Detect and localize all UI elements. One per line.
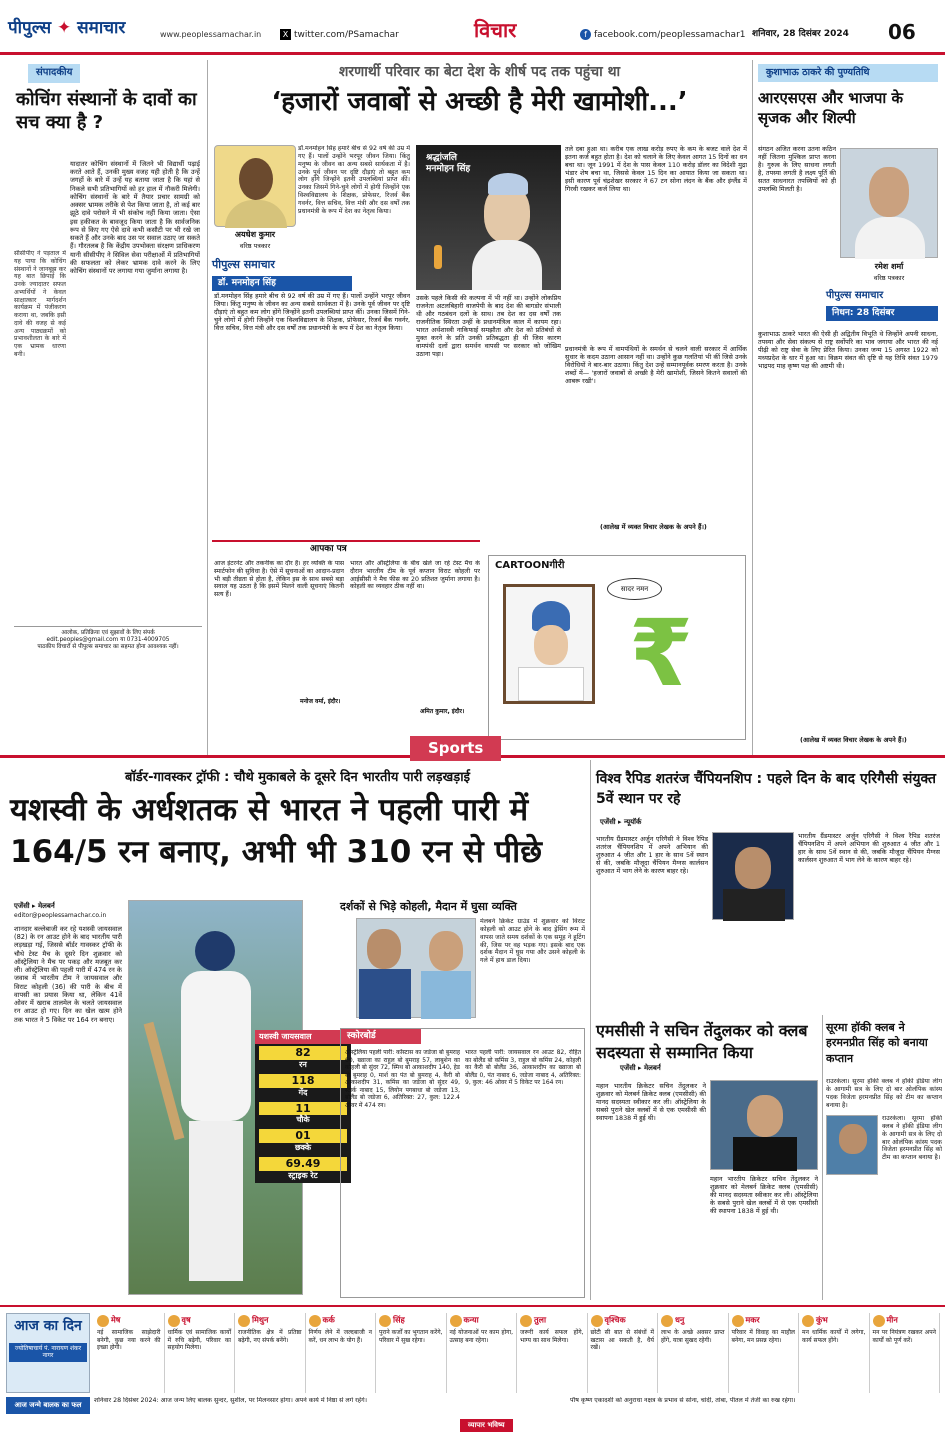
zodiac-text: नई सामाजिक साझेदारी बनेगी, कुछ नया करने की इच्छा होगी। [97, 1329, 161, 1351]
stat-label: छक्के [294, 1143, 312, 1152]
logo[interactable]: पीपुल्स ✦ समाचार [8, 18, 126, 38]
zodiac-name: वृष [181, 1315, 191, 1325]
column-divider [207, 60, 208, 755]
zodiac-name: मेष [111, 1315, 121, 1325]
horoscope-title-box [6, 1313, 90, 1393]
twitter-icon: X [280, 29, 291, 40]
zodiac-cell [870, 1313, 941, 1393]
cartoon-panel [488, 555, 746, 740]
kohli-kicker: दर्शकों से भिड़े कोहली, मैदान में घुसा व्यक्ति [340, 900, 517, 913]
zodiac-cell [588, 1313, 659, 1393]
cartoon-title: CARTOONगीरी [495, 560, 565, 571]
player-body [181, 971, 251, 1121]
cartoon-frame [503, 584, 595, 704]
cricket-bat [144, 1022, 185, 1140]
right-brand-sub: निधन: 28 दिसंबर [826, 306, 938, 321]
zodiac-cell [729, 1313, 800, 1393]
fan-shirt [421, 971, 471, 1019]
zodiac-cell [235, 1313, 306, 1393]
kohli-face [367, 929, 401, 969]
zodiac-text: जरूरी कार्य सफल होंगे, भाग्य का साथ मिलेगा। [520, 1329, 584, 1344]
right-author-body [855, 217, 925, 259]
feature-col2: उसके पहले किसी की कल्पना में भी नहीं था। उन्होंने लोकप्रिय राजनेता अटलबिहारी वाजपेयी के बाद देश की बागडोर संभाली थी और गठबंधन दलों के साथ। तब देश का दस वर्षों तक राजनीतिक स्थिरता उन्हीं के प्रधानमंत्रित्व काल में कायम रहा। भारत अर्थशास्त्री नाकिफाई समझौता और देश को प्रतिबंधों से मुक्त करने के प्रति उनकी प्रतिबद्धता ही थी जिस कारण वामपंथी दलों द्वारा समर्थन वापसी पर सरकार को जोखिम उठाना पड़ा। [416, 294, 561, 358]
zodiac-icon [591, 1315, 603, 1327]
sports-kicker: बॉर्डर-गावस्कर ट्रॉफी : चौथे मुकाबले के दूसरे दिन भारतीय पारी लड़खड़ाई [125, 770, 470, 785]
stat-value: 11 [259, 1102, 347, 1116]
zodiac-name: मकर [745, 1315, 760, 1325]
sports-body: शानदार बल्लेबाजी कर रहे यशस्वी जायसवाल (82) के रन आउट होने के बाद भारतीय पारी लड़खड़ा गई, जिससे बॉर्डर गावस्कर ट्रॉफी के चौथे टेस्ट मैच के दूसरे दिन शुक्रवार को ऑस्ट्रेलिया ने मैच पर पकड़ और मजबूत कर ली। ऑस्ट्रेलिया की पहली पारी में 474 रन के जवाब में भारतीय टीम ने जायसवाल और विराट कोहली (36) की पारी के बीच में वापसी का प्रयास किया था, लेकिन 41वें ओवर में खराब तालमेल के चलते जायसवाल रन आउट हो गए। दिन का खेल खत्म होने तक भारत ने 5 विकेट पर 164 रन बनाए। [14, 925, 122, 1024]
zodiac-name: सिंह [393, 1315, 405, 1325]
zodiac-text: मन पर नियंत्रण रखकर अपने कार्यों को पूर्ण करें। [872, 1329, 936, 1344]
horoscope-signs [94, 1313, 940, 1393]
stat-value: 82 [259, 1046, 347, 1060]
speech-bubble: सादर नमन [607, 578, 662, 600]
zodiac-text: छोटी सी बात से संबंधों में खटास आ सकती है, धैर्य रखें। [590, 1329, 654, 1351]
feature-col1: डॉ.मनमोहन सिंह हमारे बीच से 92 वर्ष की उम्र में गए हैं। पालों उन्होंने भरपूर जीवन जिया। किंतु मनुष्य के जीवन का अन्य सबसे सार्थकता में है। उनके पूर्व जीवन पर दृष्टि दौड़ाएं तो बहुत कम लोग होंगे जिन्होंने इतनी उपलब्धियां प्राप्त कीं। उनका जिसमें गिने-चुने लोगों में होगी जिन्होंने एक विश्वविद्यालय के शिक्षक, प्रोफेसर, रिजर्व बैंक गवर्नर, वित्त सचिव, वित्त मंत्री और दस वर्षों तक प्रधानमंत्री के रूप में देश का नेतृत्व किया। [298, 145, 410, 215]
zodiac-name: मिथुन [252, 1315, 269, 1325]
child-label: आज जन्मे बालक का फल [6, 1397, 90, 1414]
sachin-photo [710, 1080, 818, 1170]
zodiac-text: धार्मिक एवं सामाजिक कार्यों में रुचि बढ़ेगी, परिवार का सहयोग मिलेगा। [167, 1329, 231, 1351]
issue-date: शनिवार, 28 दिसंबर 2024 [752, 29, 849, 39]
sachin-face [747, 1095, 783, 1137]
facebook-handle[interactable]: f facebook.com/peoplessamachar1 [580, 29, 746, 41]
zodiac-icon [97, 1315, 109, 1327]
zodiac-icon [661, 1315, 673, 1327]
tribute-turban [488, 173, 528, 195]
market-label: व्यापार भविष्य [460, 1419, 513, 1432]
sachin-byline: एजेंसी ▸ मेलबर्न [620, 1064, 661, 1072]
zodiac-cell [94, 1313, 165, 1393]
zodiac-cell [306, 1313, 377, 1393]
sports-label: Sports [410, 736, 501, 761]
diya-icon [434, 245, 442, 269]
kohli-photo [356, 918, 476, 1018]
zodiac-name: कुंभ [816, 1315, 828, 1325]
chess-byline: एजेंसी ▸ न्यूयॉर्क [600, 818, 642, 826]
cartoon-face [534, 625, 568, 665]
zodiac-cell [165, 1313, 236, 1393]
kohli-shirt [359, 969, 411, 1019]
author-photo [214, 145, 296, 227]
logo-sub: ✦ [51, 18, 78, 38]
horoscope-daily: शनिवार 28 दिसंबर 2024: आज जन्म लिए बालक सुन्दर, सुशील, पर मिलनसार होगा। अपने कार्य में निष्ठा से लगे रहेंगे। [94, 1397, 367, 1404]
fan-face [429, 931, 463, 971]
feature-kicker: शरणार्थी परिवार का बेटा देश के शीर्ष पद तक पहुंचा था [338, 64, 621, 80]
tribute-photo [416, 145, 561, 290]
sports-email[interactable]: editor@peoplessamachar.co.in [14, 912, 107, 919]
zodiac-text: मन धार्मिक कार्यों में लगेगा, कार्य सफल होंगे। [802, 1329, 866, 1344]
erigaisi-face [735, 847, 771, 889]
author-face [239, 158, 273, 200]
hockey-body-2: राउरकेला। सूरमा हॉकी क्लब ने हॉकी इंडिया लीग के आगामी सत्र के लिए दो बार ओलंपिक कांस्य पदक विजेता हरमनप्रीत सिंह को टीम का कप्तान बनाया है। [882, 1115, 942, 1162]
facebook-icon: f [580, 29, 591, 40]
zodiac-icon [168, 1315, 180, 1327]
footer-email[interactable]: edit.peoples@gmail.com या 0731-4009705 [46, 637, 170, 644]
market-text: पौष कृष्ण एकादशी को अनुराधा नक्षत्र के प्रभाव से सोना, चांदी, तांबा, पीतल में तेजी का रुख रहेगा। [570, 1397, 796, 1404]
masthead [0, 0, 945, 55]
player-stat-card [255, 1030, 351, 1183]
zodiac-text: परिवार में विवाह का माहौल बनेगा, मन प्रसन्न रहेगा। [731, 1329, 795, 1344]
website-url[interactable]: www.peoplessamachar.in [160, 30, 262, 39]
player-legs [189, 1121, 243, 1281]
letter-1: आज इंटरनेट और तकनीक का दौर है। हर व्यक्ति के पास स्मार्टफोन की सुविधा है। ऐसे में सूचनाओं का आदान-प्रदान भी बड़ी तीव्रता से होता है, लेकिन इस के साथ सबसे बड़ा सवाल यह उठता है कि इसमें मिलने वाली सूचनाएं कितनी सत्य हैं। [214, 560, 344, 598]
editorial-headline: कोचिंग संस्थानों के दावों का सच क्या है ? [16, 89, 197, 134]
letter-2-signature: अमित कुमार, इंदौर। [420, 708, 465, 715]
sports-headline: यशस्वी के अर्धशतक से भारत ने पहली पारी में 164/5 रन बनाए, अभी भी 310 रन से पीछे [10, 792, 542, 870]
stat-value: 01 [259, 1129, 347, 1143]
zodiac-icon [379, 1315, 391, 1327]
letter-1-signature: मनोज वर्मा, इंदौर। [300, 698, 341, 705]
feature-note: (आलेख में व्यक्त विचार लेखक के अपने हैं।) [600, 523, 707, 531]
stat-label: चौके [296, 1115, 310, 1125]
letters-title: आपका पत्र [310, 544, 347, 554]
right-kicker: कुशाभाऊ ठाकरे की पुण्यतिथि [758, 64, 938, 82]
zodiac-name: कन्या [463, 1315, 479, 1325]
zodiac-name: कर्क [322, 1315, 335, 1325]
feature-headline: ‘हजारों जवाबों से अच्छी है मेरी खामोशी...’ [271, 87, 688, 117]
erigaisi-photo [712, 832, 794, 920]
brand-sub: डॉ. मनमोहन सिंह [212, 276, 352, 291]
feature-col4: प्रधानमंत्री के रूप में वामपंथियों के समर्थन से चलने वाली सरकार में आर्थिक सुधार के कदम उठाना आसान नहीं था। उन्होंने कुछ गलतियां भी कीं जिसे उनके विरोधियों ने बार-बार उठाया। किंतु देश उन्हें सम्मानपूर्वक स्मरण करता है। उनके शब्दों में— 'हजारों जवाबों से अच्छी है मेरी खामोशी, जिसने कितने सवालों की आबरू रखी'। [565, 345, 747, 385]
zodiac-icon [520, 1315, 532, 1327]
author-body [225, 200, 287, 228]
author-name: अयधेश कुमार [234, 230, 276, 239]
sachin-body: महान भारतीय क्रिकेटर सचिन तेंदुलकर ने शुक्रवार को मेलबर्न क्रिकेट क्लब (एमसीसी) की मानद सदस्यता स्वीकार कर ली। ऑस्ट्रेलिया के सबसे पुराने खेल क्लबों में से एक एमसीसी की स्थापना 1838 में हुई थी। [596, 1082, 706, 1122]
right-brand-label: पीपुल्स समाचार [826, 290, 884, 301]
hockey-divider [822, 1015, 823, 1300]
editorial-body: यादातर कोचिंग संस्थानों में जितने भी विद्यार्थी पढ़ाई करते आते हैं, उनकी मुख्य वजह यही होती है कि उन्हें जगहों के बारे में उन्हें यह बताया जाता है कि यहां से निकले सभी प्रतिभागियों को हर हाल में नौकरी मिलेगी। कोचिंग संस्थानों के बारे में तैयार प्रचार सामग्री को अक्सर भ्रामक तरीके से पेश किया जाता है, तो कई बार झूठे दावे परोसने में भी संकोच नहीं किया जाता। ऐसा इस हकीकत के बावजूद किया जाता है कि सार्वजनिक रूप से किए गए ऐसे दावे कभी कसौटी पर भी रखे जा सकते हैं और उनके बाद उस पर सवाल उठाए जा सकते हैं। गौरतलब है कि केंद्रीय उपभोक्ता संरक्षण प्राधिकरण यानी सीसीपीए ने सिविल सेवा परीक्षाओं में प्रतिभागियों की सफलता को लेकर भ्रामक दावे करने के लिए कोचिंग संस्थानों पर लगाया गया जुर्माना लगाया है। [70, 160, 200, 276]
rupee-icon: ₹ [629, 600, 694, 707]
scoreboard [340, 1028, 585, 1298]
zodiac-cell [376, 1313, 447, 1393]
zodiac-name: तुला [534, 1315, 547, 1325]
player-name: यशस्वी जायसवाल [255, 1030, 351, 1044]
chess-headline: विश्व रैपिड शतरंज चैंपियनशिप : पहले दिन के बाद एरिगैसी संयुक्त 5वें स्थान पर रहे [596, 771, 936, 807]
chess-body-2: भारतीय ग्रैंडमास्टर अर्जुन एरिगैसी ने विश्व रैपिड शतरंज चैंपियनशिप में अपने अभियान की शुरुआत 4 जीत और 1 हार के साथ 5वें स्थान से की, जबकि मौजूदा चैंपियन मैग्नस कार्लसन शुरुआत में भाग लेने के कारण बाहर रहे। [798, 832, 940, 864]
helmet [195, 931, 235, 971]
feature-col1b: डॉ.मनमोहन सिंह हमारे बीच से 92 वर्ष की उम्र में गए हैं। पालों उन्होंने भरपूर जीवन जिया। किंतु मनुष्य के जीवन का अन्य सबसे सार्थकता में है। उनके पूर्व जीवन पर दृष्टि दौड़ाएं तो बहुत कम लोग होंगे जिन्होंने इतनी उपलब्धियां प्राप्त कीं। उनका जिसमें गिने-चुने लोगों में होगी जिन्होंने एक विश्वविद्यालय के शिक्षक, प्रोफेसर, रिजर्व बैंक गवर्नर, वित्त सचिव, वित्त मंत्री और दस वर्षों तक प्रधानमंत्री के रूप में देश का नेतृत्व किया। [214, 292, 410, 332]
kohli-body: मेलबर्न क्रिकेट ग्राउंड में शुक्रवार को विराट कोहली को आउट होने के बाद ड्रेसिंग रूम में वापस जाते समय दर्शकों के एक समूह ने हूटिंग की, जिस पर वह भड़क गए। इसके बाद एक दर्शक मैदान में घुस गया और उसने कोहली के गले में हाथ डाल दिया। [480, 918, 585, 965]
right-note: (आलेख में व्यक्त विचार लेखक के अपने हैं।) [800, 736, 907, 744]
page-number: 06 [888, 20, 916, 44]
player-stats [255, 1046, 351, 1183]
harmanpreet-face [839, 1124, 867, 1154]
right-author-photo [840, 148, 938, 258]
hockey-headline: सूरमा हॉकी क्लब ने हरमनप्रीत सिंह को बनाया कप्तान [826, 1021, 928, 1065]
feature-col3: तले दबा हुआ था। करीब एक लाख करोड़ रुपए के कम के बजट वाले देश में इतना कर्ज बहुत होता है। देश को चलाने के लिए केवल आगत 15 दिनों का धन बचा था। जून 1991 में देश के पास केवल 110 करोड़ डॉलर का विदेशी मुद्रा भंडार शेष बचा था, जिससे केवल 15 दिन का आयात किया जा सकता था। इसी कारण पूर्व चंद्रशेखर सरकार ने 67 टन सोना लंदन के बैंक और इंग्लैंड में गिरवी रखकर कर्ज लिया था। [565, 145, 747, 193]
cartoon-body [518, 667, 584, 701]
chess-body: भारतीय ग्रैंडमास्टर अर्जुन एरिगैसी ने विश्व रैपिड शतरंज चैंपियनशिप में अपने अभियान की शुरुआत 4 जीत और 1 हार के साथ 5वें स्थान से की, जबकि मौजूदा चैंपियन मैग्नस कार्लसन शुरुआत में भाग लेने के कारण बाहर रहे। [596, 835, 708, 875]
stat-value: 69.49 [259, 1157, 347, 1171]
right-author-name: रमेश शर्मा [874, 262, 904, 271]
stat-label: गेंद [298, 1087, 308, 1097]
right-headline: आरएसएस और भाजपा के सृजक और शिल्पी [758, 89, 903, 128]
zodiac-cell [658, 1313, 729, 1393]
horoscope-sub: ज्योतिषाचार्य पं. नारायण शंकर नागर [9, 1343, 87, 1362]
zodiac-text: निर्णय लेने में जल्दबाजी न करें, धन लाभ के योग हैं। [308, 1329, 372, 1344]
zodiac-name: मीन [886, 1315, 898, 1325]
editorial-label: संपादकीय [28, 64, 80, 83]
footer-line: आलोक, प्रतिक्रिया एवं सुझावों के लिए संपर्क [61, 630, 155, 636]
editorial-footer [14, 626, 202, 652]
scoreboard-left: ऑस्ट्रेलिया पहली पारी: कोंस्टास का जडेजा बो बुमराह 60, ख्वाजा का राहुल बो बुमराह 57, लाबुशेन का कोहली बो सुंदर 72, स्मिथ बो आकाशदीप 140, हेड बो बुमराह 0, मार्श का पंत बो बुमराह 4, कैरी बो आकाशदीप 31, कमिंस का जडेजा बो सुंदर 49, स्टार्क नाबाद 15, लियोन पगबाधा बो जडेजा 13, बोलैंड बो जडेजा 6, अतिरिक्त: 27, कुल: 122.4 ओवर में 474 रन। [345, 1049, 460, 1109]
sachin-headline: एमसीसी ने सचिन तेंदुलकर को क्लब सदस्यता से सम्मानित किया [596, 1021, 808, 1063]
footer-disclaimer: पाठकीय विचारों से पीपुल्स समाचार का सहमत होना आवश्यक नहीं। [37, 644, 179, 651]
zodiac-icon [802, 1315, 814, 1327]
editorial-side-quote: सीसीपीए ने पड़ताल में यह पाया कि कोचिंग संस्थानों ने जानबूझ कर यह बात छिपाई कि उनके ज्यादातर सफल अभ्यर्थियों ने केवल साक्षात्कार मार्गदर्शन कार्यक्रम में पंजीकरण कराया था, जबकि इसी दावे की वजह से कई अन्य पाठ्यक्रमों को प्रभावशीलता के बारे में एक भ्रामक धारणा बनी। [14, 250, 66, 358]
twitter-handle[interactable]: X twitter.com/PSamachar [280, 29, 399, 41]
sachin-body-shape [733, 1137, 797, 1171]
author-role: वरिष्ठ पत्रकार [239, 242, 271, 250]
letter-2: भारत और ऑस्ट्रेलिया के बीच खेले जा रहे टेस्ट मैच के दौरान भारतीय टीम के पूर्व कप्तान विराट कोहली पर आईसीसी ने मैच फीस का 20 प्रतिशत जुर्माना लगाया है। कोहली का व्यवहार ठीक नहीं था। [350, 560, 480, 591]
sachin-body-2: महान भारतीय क्रिकेटर सचिन तेंदुलकर ने शुक्रवार को मेलबर्न क्रिकेट क्लब (एमसीसी) की मानद सदस्यता स्वीकार कर ली। ऑस्ट्रेलिया के सबसे पुराने खेल क्लबों में से एक एमसीसी की स्थापना 1838 में हुई थी। [710, 1175, 818, 1215]
zodiac-cell [517, 1313, 588, 1393]
hockey-body: राउरकेला। सूरमा हॉकी क्लब ने हॉकी इंडिया लीग के आगामी सत्र के लिए दो बार ओलंपिक कांस्य पदक विजेता हरमनप्रीत सिंह को टीम का कप्तान बनाया है। [826, 1078, 942, 1109]
stat-value: 118 [259, 1074, 347, 1088]
horoscope-title: आज का दिन [14, 1318, 82, 1334]
stat-label: रन [299, 1059, 307, 1069]
right-author-role: वरिष्ठ पत्रकार [873, 274, 905, 282]
right-col1: संगठन अजित करना उतना कठिन नहीं जितना मुश्किल प्राप्त करना है। गुरुत्व के लिए साधना लगती है, तपस्या लगती है लक्ष्य पूर्ति की सतत साधनारत तपस्वियों को ही उपलब्धि मिलती है। [758, 145, 836, 193]
horoscope-band [0, 1305, 945, 1445]
letters-rule [212, 540, 480, 542]
right-author-face [869, 167, 909, 217]
scoreboard-title: स्कोरबोर्ड [341, 1029, 421, 1044]
zodiac-cell [799, 1313, 870, 1393]
zodiac-text: पुराने कर्जों का भुगतान करेंगे, परिवार में सुख रहेगा। [379, 1329, 443, 1344]
scoreboard-right: भारत पहली पारी: जायसवाल रन आउट 82, रोहित का बोलैंड बो कमिंस 3, राहुल बो कमिंस 24, कोहली का कैरी बो बोलैंड 36, आकाशदीप का ख्वाजा बो बोलैंड 0, पंत नाबाद 6, जडेजा नाबाद 4, अतिरिक्त: 9, कुल: 46 ओवर में 5 विकेट पर 164 रन। [465, 1049, 581, 1086]
brand-label: पीपुल्स समाचार [212, 258, 275, 271]
tribute-caption: श्रद्धांजलि मनमोहन सिंह [426, 153, 471, 175]
harmanpreet-photo [826, 1115, 878, 1175]
zodiac-text: राजनीतिक क्षेत्र में प्रतिष्ठा बढ़ेगी, नए संपर्क बनेंगे। [238, 1329, 302, 1344]
zodiac-icon [309, 1315, 321, 1327]
zodiac-icon [732, 1315, 744, 1327]
zodiac-name: वृश्चिक [604, 1315, 626, 1325]
zodiac-text: लाभ के अच्छे अवसर प्राप्त होंगे, यात्रा सुखद रहेगी। [661, 1329, 725, 1344]
section-title: विचार [474, 18, 517, 42]
zodiac-icon [873, 1315, 885, 1327]
stat-label: स्ट्राइक रेट [288, 1170, 318, 1180]
right-col2: कुशाभाऊ ठाकरे भारत की ऐसी ही अद्वितीय विभूति थे जिन्होंने अपनी साधना, तपस्या और सेवा संकल्प से राष्ट्र सर्वोपरि का भाव जगाया और भारत की नई पीढ़ी को राष्ट्र सेवा के लिए प्रेरित किया। उनका जन्म 15 अगस्त 1922 को मध्यप्रदेश के धार में हुआ था। विक्रम संवत की दृष्टि से यह तिथि संवत 1979 भाद्रपद माह कृष्ण पक्ष की अष्टमी थी। [758, 330, 938, 370]
column-divider-right [752, 60, 753, 755]
erigaisi-body [723, 889, 785, 921]
sports-divider [590, 760, 591, 1300]
zodiac-text: नई योजनाओं पर काम होगा, उत्साह बना रहेगा। [449, 1329, 513, 1344]
tribute-body [472, 240, 542, 290]
zodiac-name: धनु [675, 1315, 685, 1325]
zodiac-icon [238, 1315, 250, 1327]
zodiac-cell [447, 1313, 518, 1393]
sports-byline: एजेंसी ▸ मेलबर्न [14, 902, 55, 910]
zodiac-icon [450, 1315, 462, 1327]
